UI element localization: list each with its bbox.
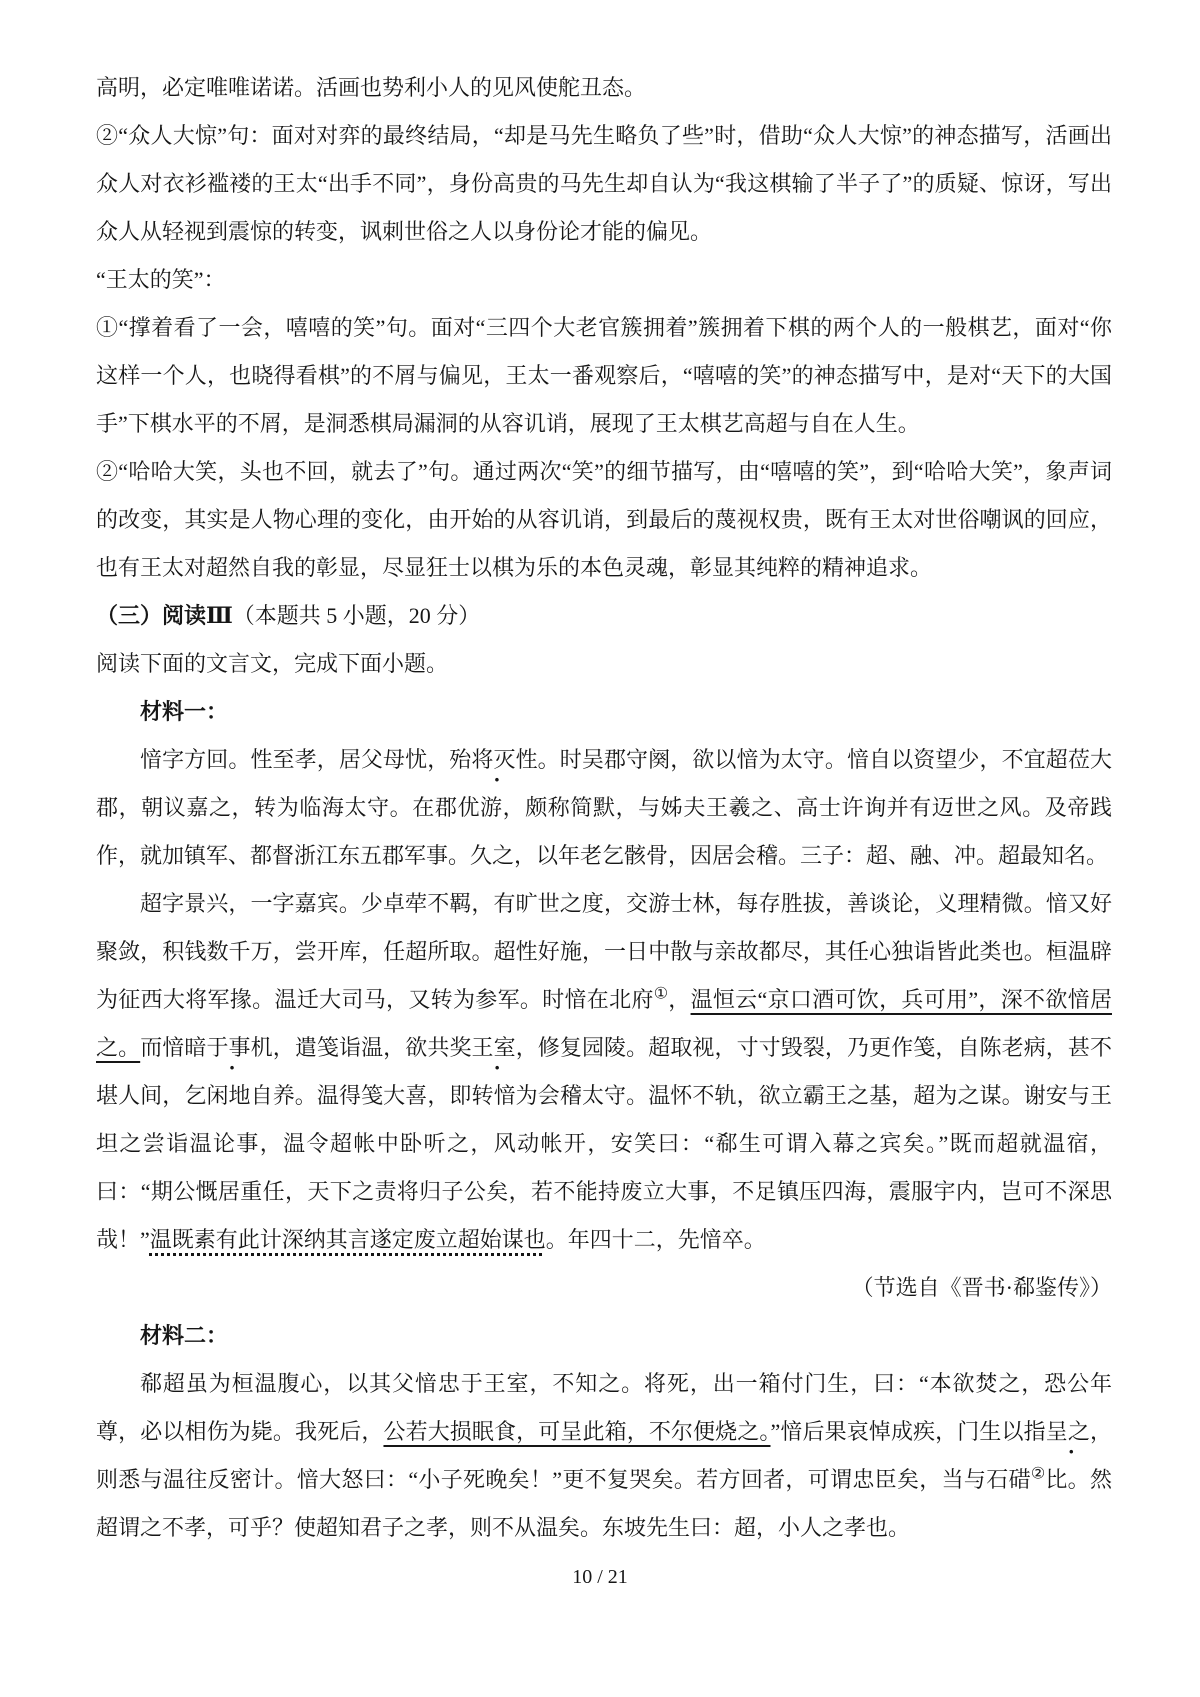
text-segment-dot: 指 (1023, 1419, 1046, 1444)
paragraph (96, 640, 1112, 688)
paragraph (96, 1312, 1112, 1360)
paragraph (96, 592, 1112, 640)
text-segment: 高明，必定唯唯诺诺。活画也势利小人的见风使舵丑态。 (96, 75, 647, 100)
text-segment: 比。然超谓之不孝，可乎？使超知君子之孝，则不从温矣。东坡先生曰：超，小人之孝也。 (96, 1467, 1112, 1540)
text-segment-dot: 暗 (184, 1035, 207, 1060)
text-segment: （本题共 5 小题，20 分） (232, 603, 481, 628)
text-segment: 将灭性。时吴郡守阕，欲以愔为太守。愔自以资望少，不宜超莅大郡，朝议嘉之，转为临海太守。在郡优游，颇称简默，与姊夫王羲之、高士许询并有迈世之风。及帝践作，就加镇军、都督浙江东五郡军事。久之，以年老乞骸骨，因居会稽。三子：超、融、冲。超最知名。 (96, 747, 1112, 868)
text-segment: 超字景兴，一字嘉宾。少卓荦不羁，有旷世之度，交游士林，每存胜拔，善谈论，义理精微。愔又好聚敛，积钱数千万，尝开库，任超所取。超性好施，一日中散与亲故都尽，其任心独诣皆此类也。桓温辟为征西大将军掾。温迁大司马，又转为参军。时愔在北府 (96, 891, 1112, 1012)
paragraph (96, 448, 1112, 592)
text-segment-underline: 温恒云“京口酒可饮，兵可用”，深不欲愔居之。 (96, 987, 1112, 1060)
paragraph (96, 304, 1112, 448)
page-number: 10 / 21 (572, 1566, 628, 1588)
document-content (96, 64, 1112, 1552)
paragraph (96, 880, 1112, 1264)
text-segment-underline: 公若大损眠食，可呈此箱，不尔便烧之。 (383, 1419, 771, 1444)
paragraph (96, 112, 1112, 256)
text-segment: ②“众人大惊”句：面对对弈的最终结局，“却是马先生略负了些”时，借助“众人大惊”的神态描写，活画出众人对衣衫褴褛的王太“出手不同”，身份高贵的马先生却自认为“我这棋输了半子了”的质疑、惊讶，写出众人从轻视到震惊的转变，讽刺世俗之人以身份论才能的偏见。 (96, 123, 1112, 244)
text-segment-dotted: 温既素有此计深纳其言遂定废立超始谋也 (149, 1227, 546, 1252)
text-segment: 。年四十二，先愔卒。 (545, 1227, 766, 1252)
text-segment-dot: 殆 (449, 747, 472, 772)
paragraph (96, 736, 1112, 880)
text-segment-bold: 材料一： (140, 699, 229, 724)
text-segment: ， (668, 987, 691, 1012)
paragraph (96, 1360, 1112, 1552)
text-segment: ①“撑着看了一会，嘻嘻的笑”句。面对“三四个大老官簇拥着”簇拥着下棋的两个人的一般棋艺，面对“你这样一个人，也晓得看棋”的不屑与偏见，王太一番观察后，“嘻嘻的笑”的神态描写中，是对“天下的大国手”下棋水平的不屑，是洞悉棋局漏洞的从容讥诮，展现了王太棋艺高超与自在人生。 (96, 315, 1112, 436)
paragraph (96, 688, 1112, 736)
text-segment: 王室，修复园陵。超取视，寸寸毁裂，乃更作笺，自陈老病，甚不堪人间，乞闲地自养。温得笺大喜，即转愔为会稽太守。温怀不轨，欲立霸王之基，超为之谋。谢安与王坦之尝诣温论事，温令超帐中卧听之，风动帐开，安笑曰：“郗生可谓入幕之宾矣。”既而超就温宿，曰：“期公慨居重任，天下之责将归子公矣，若不能持废立大事，不足镇压四海，震服宇内，岂可不深思哉！” (96, 1035, 1112, 1252)
text-segment: 而愔 (140, 1035, 185, 1060)
text-segment: （节选自《晋书·郗鉴传》） (851, 1275, 1112, 1300)
paragraph (96, 1264, 1112, 1312)
text-segment: “王太的笑”： (96, 267, 226, 292)
text-segment: ②“哈哈大笑，头也不回，就去了”句。通过两次“笑”的细节描写，由“嘻嘻的笑”，到“哈哈大笑”，象声词的改变，其实是人物心理的变化，由开始的从容讥诮，到最后的蔑视权贵，既有王太对世俗嘲讽的回应，也有王太对超然自我的彰显，尽显狂士以棋为乐的本色灵魂，彰显其纯粹的精神追求。 (96, 459, 1112, 580)
text-segment: 于事机，遣笺诣温，欲共 (206, 1035, 450, 1060)
text-segment-bold: （三）阅读Ⅲ (96, 603, 233, 628)
text-segment-sup: ② (1030, 1465, 1046, 1483)
text-segment-sup: ① (653, 985, 669, 1003)
paragraph (96, 256, 1112, 304)
text-segment: 愔字方回。性至孝，居父母忧， (140, 747, 450, 772)
text-segment: 郗超虽为桓温腹心，以其父愔忠于王室，不知之。将死，出一箱付门生，曰：“本欲焚之，恐公年尊，必以相伤为毙。我死后， (96, 1371, 1112, 1444)
text-segment: 阅读下面的文言文，完成下面小题。 (96, 651, 449, 676)
text-segment: ”愔后果哀悼成疾，门生以 (770, 1419, 1024, 1444)
text-segment-dot: 奖 (449, 1035, 472, 1060)
paragraph (96, 64, 1112, 112)
text-segment: 呈之，则悉与温往反密计。愔大怒曰：“小子死晚矣！”更不复哭矣。若方回者，可谓忠臣矣，当与石碏 (96, 1419, 1112, 1492)
text-segment-bold: 材料二： (140, 1323, 229, 1348)
